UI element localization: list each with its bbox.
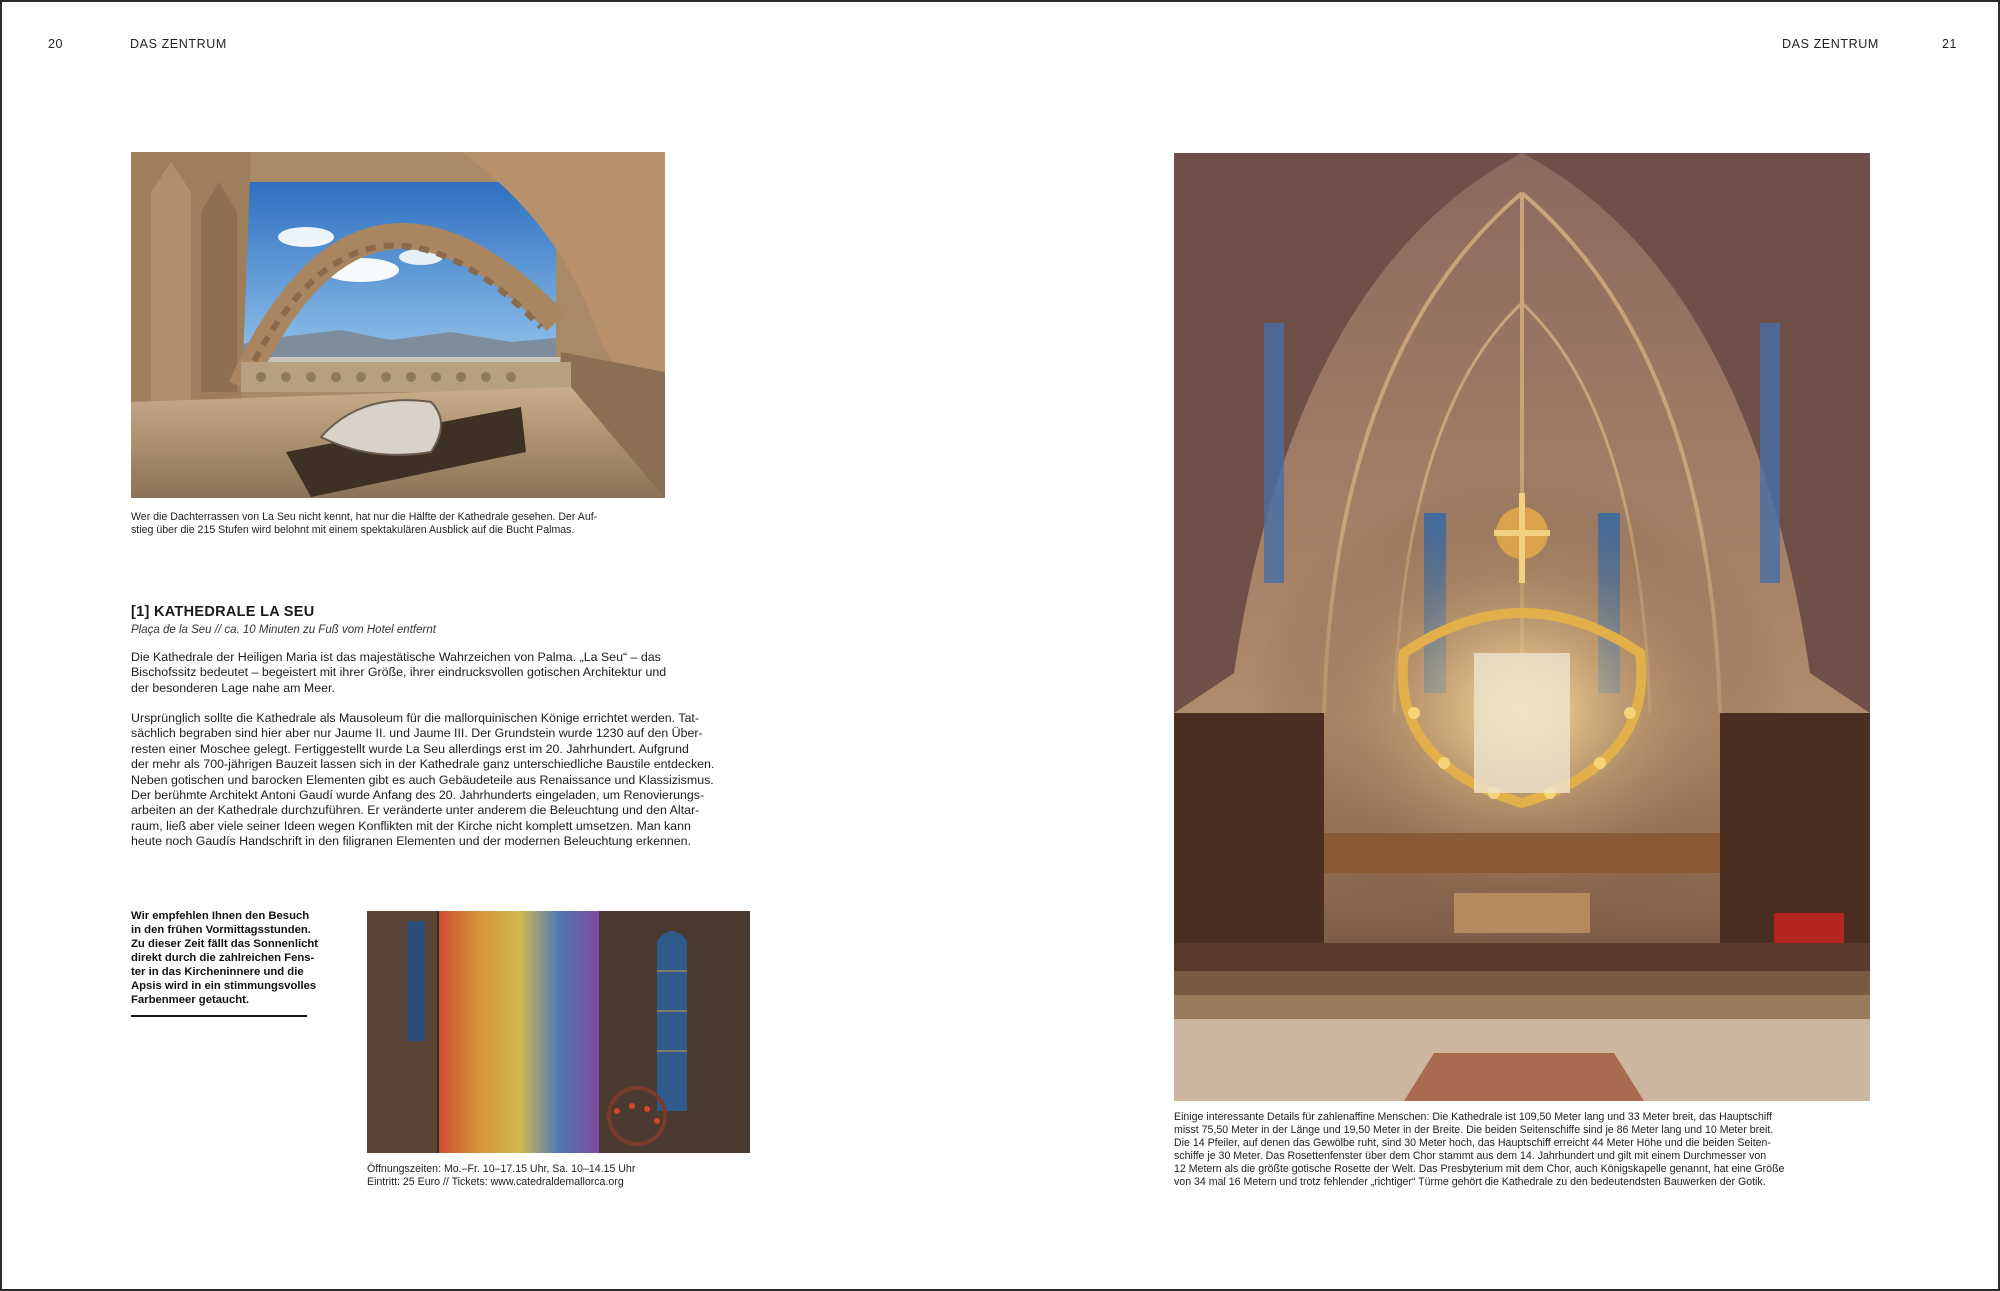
- visit-tip-callout: Wir empfehlen Ihnen den Besuch in den frühen Vormittagsstunden. Zu dieser Zeit fällt das Sonnenlicht direkt durch die zahlreichen Fens- ter in das Kircheninnere und die Apsis wird in ein stimmungsvolles Farbenmeer getaucht.: [131, 910, 319, 1006]
- left-page-number: 20: [48, 37, 64, 51]
- interior-photo-caption: Einige interessante Details für zahlenaffine Menschen: Die Kathedrale ist 109,50 Meter lang und 33 Meter breit, das Hauptschiff misst 75,50 Meter in der Länge und 19,50 Meter in der Breite. Die beiden Seitenschiffe sind je 86 Meter lang und 10 Meter breit. Die 14 Pfeiler, auf denen das Gewölbe ruht, sind 30 Meter hoch, das Hauptschiff erreicht 44 Meter Höhe und die beiden Seiten- schiffe je 30 Meter. Das Rosettenfenster über dem Chor stammt aus dem 14. Jahrhundert und gilt mit einem Durchmesser von 12 Metern als die größte gotische Rosette der Welt. Das Presbyterium mit dem Chor, auch Königskapelle genannt, hat eine Größe von 34 mal 16 Metern und trotz fehlender „richtiger“ Türme gehört die Kathedrale zu den bedeutendsten Bauwerken der Gotik.: [1174, 1111, 1785, 1188]
- section-subheading: Plaça de la Seu // ca. 10 Minuten zu Fuß vom Hotel entfernt: [131, 624, 436, 636]
- rooftop-photo-caption: Wer die Dachterrassen von La Seu nicht kennt, hat nur die Hälfte der Kathedrale gesehen. Der Auf- stieg über die 215 Stufen wird belohnt mit einem spektakulären Ausblick auf die Bucht Palmas.: [131, 511, 598, 536]
- body-paragraph-history: Ursprünglich sollte die Kathedrale als Mausoleum für die mallorquinischen Könige errichtet werden. Tat- sächlich begraben sind hier aber nur Jaume II. und Jaume III. Der Grundstein wurde 1230 auf den Über- resten einer Moschee gelegt. Fertiggestellt wurde La Seu allerdings erst im 20. Jahrhundert. Aufgrund der mehr als 700-jährigen Bauzeit lassen sich in der Kathedrale ganz unterschiedliche Baustile entdecken. Neben gotischen und barocken Elementen gibt es auch Gebäudeteile aus Renaissance und Klassizismus. Der berühmte Architekt Antoni Gaudí wurde Anfang des 20. Jahrhunderts eingeladen, um Renovierungs- arbeiten an der Kathedrale durchzuführen. Er veränderte unter anderem die Beleuchtung und den Altar- raum, ließ aber viele seiner Ideen wegen Konflikten mit der Kirche nicht komplett umsetzen. Man kann heute noch Gaudís Handschrift in den filigranen Elementen und der modernen Beleuchtung erkennen.: [131, 711, 715, 849]
- tip-divider: [131, 1015, 307, 1017]
- body-paragraph-intro: Die Kathedrale der Heiligen Maria ist das majestätische Wahrzeichen von Palma. „La Seu“ – das Bischofssitz bedeutet – begeistert mit ihrer Größe, ihrer eindrucksvollen gotischen Architektur und der besonderen Lage nahe am Meer.: [131, 650, 667, 695]
- section-heading: [1] KATHEDRALE LA SEU: [131, 604, 315, 620]
- right-running-head: DAS ZENTRUM: [1782, 37, 1879, 51]
- stained-glass-light-photo: [367, 911, 750, 1153]
- left-running-head: DAS ZENTRUM: [130, 37, 227, 51]
- opening-hours-caption: Öffnungszeiten: Mo.–Fr. 10–17.15 Uhr, Sa. 10–14.15 Uhr Eintritt: 25 Euro // Tickets: www.catedraldemallorca.org: [367, 1163, 636, 1188]
- cathedral-interior-photo: [1174, 153, 1870, 1101]
- right-page-number: 21: [1942, 37, 1958, 51]
- rooftop-terrace-photo: [131, 152, 665, 498]
